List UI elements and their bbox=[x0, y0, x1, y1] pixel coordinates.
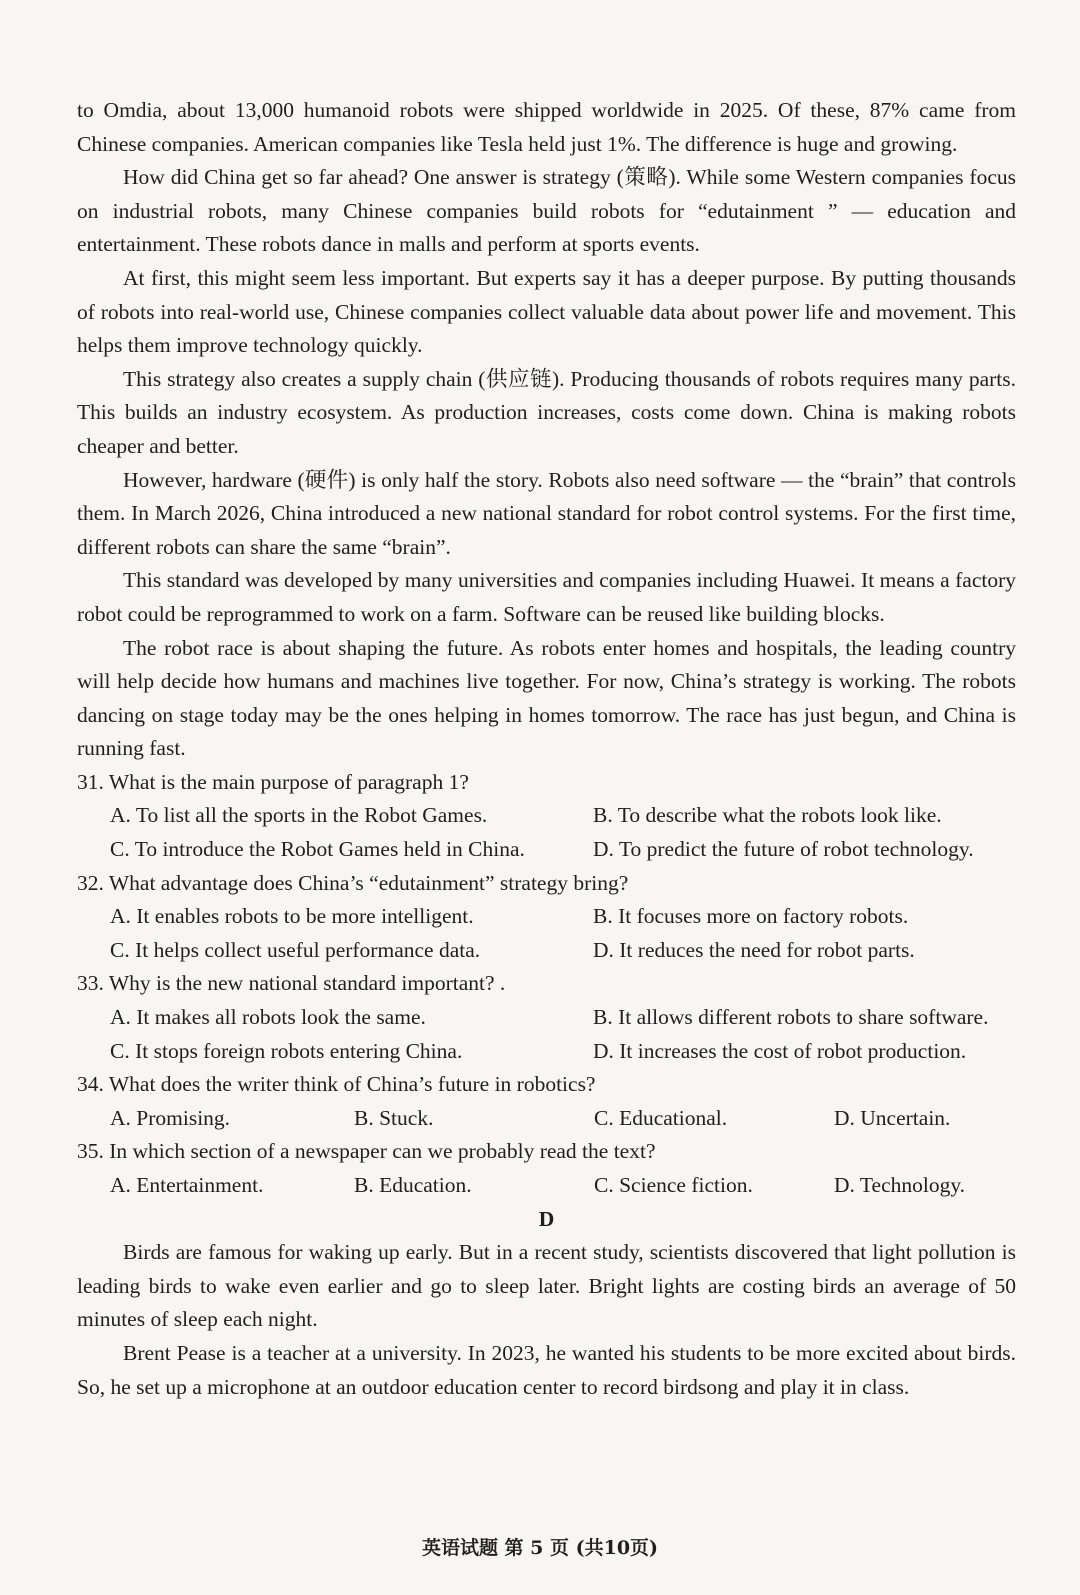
option-d: D. It reduces the need for robot parts. bbox=[593, 937, 915, 962]
option-b: B. To describe what the robots look like. bbox=[593, 803, 942, 828]
question-stem: 35. In which section of a newspaper can we probably read the text? bbox=[77, 1139, 656, 1164]
passage-c-paragraph-4: This strategy also creates a supply chain (供应链). Producing thousands of robots requires many parts. This builds an industry ecosystem. As production increases, costs come down. China is making robots cheaper and better. bbox=[77, 366, 1016, 458]
option-c: C. To introduce the Robot Games held in China. bbox=[110, 837, 525, 862]
option-c: C. Educational. bbox=[594, 1105, 728, 1130]
passage-d-paragraph-2: Brent Pease is a teacher at a university. In 2023, he wanted his students to be more excited about birds. So, he set up a microphone at an outdoor education center to record birdsong and play it in class. bbox=[77, 1340, 1016, 1399]
answer-options bbox=[77, 900, 1016, 967]
section-heading-d: D bbox=[538, 1206, 555, 1231]
option-a: A. Promising. bbox=[110, 1105, 231, 1130]
passage-d-paragraph-1: Birds are famous for waking up early. But in a recent study, scientists discovered that light pollution is leading birds to wake even earlier and go to sleep later. Bright lights are costing birds an average of 50 minutes of sleep each night. bbox=[77, 1240, 1016, 1332]
option-b: B. Education. bbox=[354, 1173, 472, 1197]
passage-c-paragraph-1: to Omdia, about 13,000 humanoid robots were shipped worldwide in 2025. Of these, 87% came from Chinese companies. American companies like Tesla held just 1%. The difference is huge and growing. bbox=[77, 98, 1016, 156]
answer-options bbox=[77, 1102, 1016, 1136]
passage-c-paragraph-5: However, hardware (硬件) is only half the story. Robots also need software — the “brain” that controls them. In March 2026, China introduced a new national standard for robot control systems. For the first time, different robots can share the same “brain”. bbox=[77, 467, 1016, 559]
passage-c bbox=[77, 94, 1016, 766]
page-footer: 英语试题 第 5 页 (共10页) bbox=[421, 1537, 659, 1559]
question-stem: 32. What advantage does China’s “edutainment” strategy bring? bbox=[77, 870, 629, 895]
passage-c-paragraph-6: This standard was developed by many universities and companies including Huawei. It means a factory robot could be reprogrammed to work on a farm. Software can be reused like building blocks. bbox=[77, 568, 1016, 626]
question-stem: 33. Why is the new national standard important? . bbox=[77, 971, 506, 996]
question-33 bbox=[77, 967, 1016, 1068]
passage-c-paragraph-2: How did China get so far ahead? One answer is strategy (策略). While some Western companies focus on industrial robots, many Chinese companies build robots for “edutainment ” — education and entertainment. These robots dance in malls and perform at sports events. bbox=[77, 165, 1016, 257]
question-stem: 34. What does the writer think of China’s future in robotics? bbox=[77, 1072, 596, 1097]
passage-c-paragraph-7: The robot race is about shaping the future. As robots enter homes and hospitals, the leading country will help decide how humans and machines live together. For now, China’s strategy is working. The robots dancing on stage today may be the ones helping in homes tomorrow. The race has just begun, and China is running fast. bbox=[77, 635, 1016, 761]
answer-options bbox=[77, 799, 1016, 866]
option-a: A. It makes all robots look the same. bbox=[110, 1005, 426, 1030]
answer-options bbox=[77, 1169, 1016, 1203]
option-a: A. Entertainment. bbox=[110, 1173, 264, 1197]
option-a: A. It enables robots to be more intelligent. bbox=[110, 904, 474, 929]
option-d: D. Technology. bbox=[834, 1173, 966, 1197]
answer-options bbox=[77, 1001, 1016, 1068]
question-35 bbox=[77, 1135, 1016, 1202]
option-c: C. Science fiction. bbox=[594, 1173, 753, 1197]
option-c: C. It stops foreign robots entering China. bbox=[110, 1038, 463, 1063]
option-b: B. Stuck. bbox=[354, 1105, 434, 1130]
question-stem: 31. What is the main purpose of paragraph 1? bbox=[77, 769, 469, 794]
option-d: D. It increases the cost of robot production. bbox=[593, 1038, 967, 1063]
option-a: A. To list all the sports in the Robot Games. bbox=[110, 803, 488, 828]
option-b: B. It allows different robots to share software. bbox=[593, 1005, 989, 1030]
question-34 bbox=[77, 1068, 1016, 1135]
option-d: D. To predict the future of robot technology. bbox=[593, 837, 974, 862]
option-d: D. Uncertain. bbox=[834, 1105, 951, 1130]
passage-c-paragraph-3: At first, this might seem less important. But experts say it has a deeper purpose. By putting thousands of robots into real-world use, Chinese companies collect valuable data about power life and movement. This helps them improve technology quickly. bbox=[77, 265, 1016, 358]
option-c: C. It helps collect useful performance data. bbox=[110, 937, 481, 962]
option-b: B. It focuses more on factory robots. bbox=[593, 904, 909, 929]
question-32 bbox=[77, 867, 1016, 968]
passage-d bbox=[77, 1236, 1016, 1404]
question-31 bbox=[77, 766, 1016, 867]
